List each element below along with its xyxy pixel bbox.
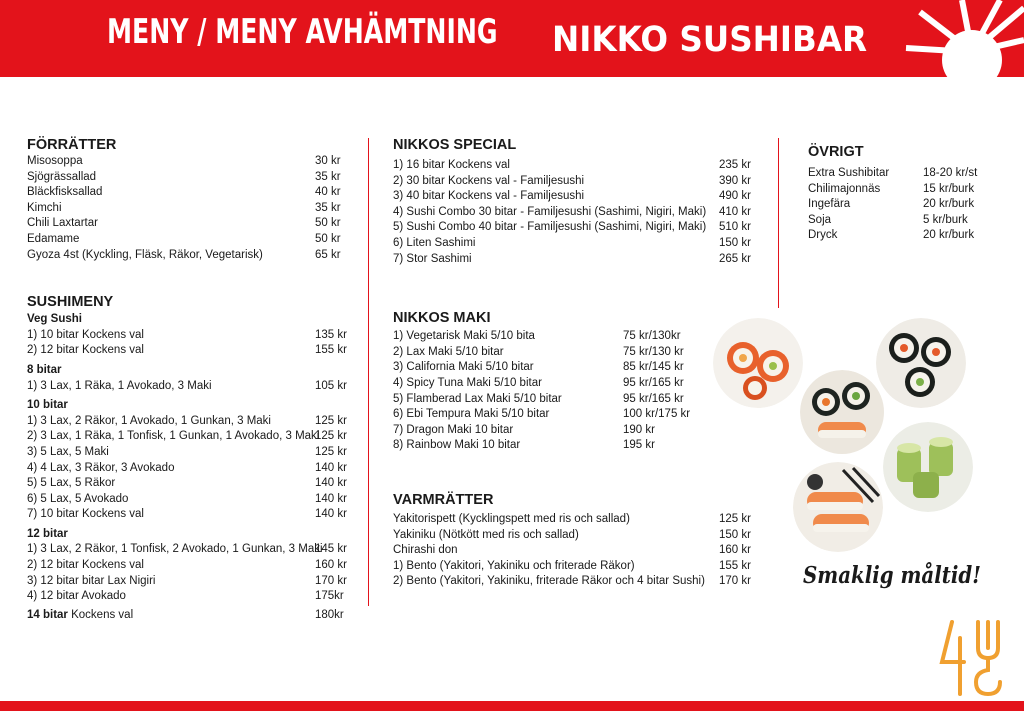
item-name: Misosoppa	[27, 155, 83, 167]
list-item	[393, 376, 753, 392]
list-item	[27, 185, 352, 201]
item-price: 105 kr	[315, 379, 347, 392]
item-name: Ingefära	[808, 198, 851, 211]
list-item	[393, 236, 753, 252]
item-name: 5) Flamberad Lax Maki 5/10 bitar	[393, 392, 562, 405]
item-name: Yakiniku (Nötkött med ris och sallad)	[393, 528, 579, 541]
item-price: 125 kr	[315, 445, 347, 458]
item-price: 195 kr	[623, 439, 655, 452]
item-price: 125 kr	[719, 512, 751, 525]
item-name: 7) Dragon Maki 10 bitar	[393, 423, 514, 436]
item-name: 8) Rainbow Maki 10 bitar	[393, 439, 521, 452]
item-name: 2) 3 Lax, 1 Räka, 1 Tonfisk, 1 Gunkan, 1 Avokado, 3 Maki	[27, 430, 320, 443]
item-price: 175kr	[315, 590, 344, 603]
item-name: Extra Sushibitar	[808, 167, 890, 179]
list-item	[393, 205, 753, 221]
sun-icon	[900, 0, 1024, 77]
item-name: 7) Stor Sashimi	[393, 252, 472, 265]
list-item	[393, 392, 753, 408]
sushimeny-list	[27, 312, 352, 605]
list-item	[393, 423, 753, 439]
item-name: 1) 16 bitar Kockens val	[393, 159, 510, 171]
item-price: 410 kr	[719, 205, 751, 218]
item-price: 100 kr/175 kr	[623, 408, 691, 421]
sushi-photo	[883, 422, 973, 512]
item-name: Soja	[808, 213, 832, 226]
list-item	[393, 360, 753, 376]
group-title: 8 bitar	[27, 363, 62, 376]
column-right	[808, 144, 1008, 244]
item-price: 75 kr/130 kr	[623, 345, 684, 358]
list-item	[393, 345, 753, 361]
item-price: 50 kr	[315, 217, 341, 230]
list-item	[808, 166, 1008, 182]
item-price: 20 kr/burk	[923, 229, 975, 242]
item-name: 4) 12 bitar Avokado	[27, 590, 126, 603]
list-item	[393, 189, 753, 205]
group-items	[27, 328, 352, 359]
ovrigt-heading: ÖVRIGT	[808, 144, 864, 160]
item-price: 65 kr	[315, 248, 341, 261]
item-name: 2) 12 bitar Kockens val	[27, 344, 144, 357]
group-items	[27, 414, 352, 523]
item-name: 1) Bento (Yakitori, Yakiniku och friterade Räkor)	[393, 559, 635, 572]
item-name-bold: 14 bitar	[27, 608, 68, 621]
list-item	[808, 228, 1008, 244]
item-name: 4) Spicy Tuna Maki 5/10 bitar	[393, 376, 542, 389]
item-name: Chilimajonnäs	[808, 182, 881, 195]
footer-bar	[0, 701, 1024, 711]
list-item	[27, 461, 352, 477]
item-price: 510 kr	[719, 221, 751, 234]
item-price: 390 kr	[719, 174, 751, 187]
item-price: 95 kr/165 kr	[623, 392, 684, 405]
list-item	[27, 589, 352, 605]
item-price: 125 kr	[315, 414, 347, 427]
list-item	[27, 429, 352, 445]
header-bar	[0, 0, 1024, 77]
item-name: 7) 10 bitar Kockens val	[27, 508, 144, 521]
page-title: MENY / MENY AVHÄMTNING	[107, 12, 498, 52]
item-price: 15 kr/burk	[923, 182, 975, 195]
item-name: Kimchi	[27, 201, 62, 214]
item-price: 150 kr	[719, 236, 751, 249]
forratter-list	[27, 154, 352, 263]
list-item	[393, 559, 753, 575]
item-price: 155 kr	[315, 344, 347, 357]
item-price: 95 kr/165 kr	[623, 376, 684, 389]
item-name: 4) 4 Lax, 3 Räkor, 3 Avokado	[27, 461, 175, 474]
item-price: 140 kr	[315, 508, 347, 521]
list-item	[808, 182, 1008, 198]
group-title: Veg Sushi	[27, 313, 82, 326]
item-name: 3) California Maki 5/10 bitar	[393, 361, 534, 374]
item-name: 4) Sushi Combo 30 bitar - Familjesushi (Sashimi, Nigiri, Maki)	[393, 205, 707, 218]
list-item	[27, 558, 352, 574]
item-price: 18-20 kr/st	[923, 167, 978, 179]
list-item	[393, 174, 753, 190]
item-price: 170 kr	[315, 574, 347, 587]
item-name: Sjögrässallad	[27, 170, 97, 183]
list-item	[808, 213, 1008, 229]
item-name: Dryck	[808, 229, 838, 242]
list-item	[27, 170, 352, 186]
item-price: 40 kr	[315, 186, 341, 199]
item-name: 6) Liten Sashimi	[393, 236, 476, 249]
item-price: 75 kr/130kr	[623, 330, 681, 343]
brand-name: NIKKO SUSHIBAR	[552, 20, 868, 60]
list-item	[27, 445, 352, 461]
item-name: 6) Ebi Tempura Maki 5/10 bitar	[393, 408, 550, 421]
column-middle	[393, 137, 753, 590]
item-price: 155 kr	[719, 559, 751, 572]
item-name: Edamame	[27, 232, 80, 245]
item-name: 2) Bento (Yakitori, Yakiniku, friterade Räkor och 4 bitar Sushi)	[393, 575, 705, 588]
tagline: Smaklig måltid!	[803, 562, 981, 589]
item-name: Chili Laxtartar	[27, 217, 98, 230]
sushi-photo	[713, 318, 803, 408]
list-item	[27, 232, 352, 248]
varmratter-list	[393, 512, 753, 590]
item-name: 1) Vegetarisk Maki 5/10 bita	[393, 330, 535, 343]
list-item	[393, 329, 753, 345]
item-name: 1) 3 Lax, 2 Räkor, 1 Tonfisk, 2 Avokado, 1 Gunkan, 3 Maki	[27, 543, 323, 556]
group-items	[27, 379, 352, 395]
item-price: 5 kr/burk	[923, 213, 968, 226]
list-item	[393, 574, 753, 590]
list-item	[27, 343, 352, 359]
maki-list	[393, 329, 753, 454]
list-item	[27, 542, 352, 558]
item-name: 5) Sushi Combo 40 bitar - Familjesushi (Sashimi, Nigiri, Maki)	[393, 221, 707, 234]
item-name: Gyoza 4st (Kyckling, Fläsk, Räkor, Vegetarisk)	[27, 248, 263, 261]
item-price: 265 kr	[719, 252, 751, 265]
sushi-photo	[800, 370, 885, 455]
item-price: 125 kr	[315, 430, 347, 443]
list-item	[393, 158, 753, 174]
special-heading: NIKKOS SPECIAL	[393, 137, 517, 153]
forratter-heading: FÖRRÄTTER	[27, 137, 117, 153]
list-item	[27, 379, 352, 395]
special-list	[393, 158, 753, 267]
item-name: 1) 10 bitar Kockens val	[27, 328, 144, 341]
item-name: Bläckfisksallad	[27, 186, 103, 199]
item-name: Yakitorispett (Kycklingspett med ris och sallad)	[393, 512, 630, 525]
item-price: 50 kr	[315, 232, 341, 245]
item-price: 170 kr	[719, 575, 751, 588]
varmratter-heading: VARMRÄTTER	[393, 491, 494, 508]
list-item	[393, 407, 753, 423]
item-name: 1) 3 Lax, 2 Räkor, 1 Avokado, 1 Gunkan, 3 Maki	[27, 414, 271, 427]
item-price: 135 kr	[315, 328, 347, 341]
item-name: Kockens val	[67, 608, 134, 621]
item-price: 20 kr/burk	[923, 198, 975, 211]
list-item	[27, 328, 352, 344]
fork-logo-icon	[938, 618, 1008, 698]
list-item	[27, 507, 352, 523]
item-price: 150 kr	[719, 528, 751, 541]
item-name: 5) 5 Lax, 5 Räkor	[27, 477, 116, 490]
sushi-photo	[876, 318, 966, 408]
list-item	[27, 476, 352, 492]
list-item	[808, 197, 1008, 213]
list-item	[393, 438, 753, 454]
item-price: 180kr	[315, 608, 344, 621]
item-price: 235 kr	[719, 159, 751, 171]
divider-right	[778, 138, 779, 308]
list-item	[393, 252, 753, 268]
item-price: 160 kr	[315, 559, 347, 572]
list-item	[27, 248, 352, 264]
list-item	[393, 543, 753, 559]
item-name: 6) 5 Lax, 5 Avokado	[27, 492, 129, 505]
item-name: 3) 12 bitar bitar Lax Nigiri	[27, 574, 156, 587]
item-name: 2) 30 bitar Kockens val - Familjesushi	[393, 174, 585, 187]
list-item	[393, 528, 753, 544]
item-price: 85 kr/145 kr	[623, 361, 684, 374]
item-price: 490 kr	[719, 190, 751, 203]
item-price: 140 kr	[315, 477, 347, 490]
list-item	[393, 220, 753, 236]
item-name: 3) 5 Lax, 5 Maki	[27, 445, 109, 458]
item-name: 1) 3 Lax, 1 Räka, 1 Avokado, 3 Maki	[27, 379, 212, 392]
item-price: 145 kr	[315, 543, 347, 556]
item-name: 2) Lax Maki 5/10 bitar	[393, 345, 504, 358]
item-name: 3) 40 bitar Kockens val - Familjesushi	[393, 190, 585, 203]
list-item	[393, 512, 753, 528]
list-item	[27, 414, 352, 430]
group-items	[27, 542, 352, 604]
list-item	[27, 201, 352, 217]
list-item	[27, 608, 352, 624]
list-item	[27, 492, 352, 508]
item-name: Chirashi don	[393, 544, 458, 557]
group-title: 10 bitar	[27, 399, 68, 412]
item-price: 35 kr	[315, 201, 341, 214]
item-price: 30 kr	[315, 155, 341, 167]
item-name: 2) 12 bitar Kockens val	[27, 559, 144, 572]
item-price: 160 kr	[719, 544, 751, 557]
ovrigt-list	[808, 166, 1008, 244]
sushimeny-heading: SUSHIMENY	[27, 294, 114, 311]
item-price: 140 kr	[315, 461, 347, 474]
maki-heading: NIKKOS MAKI	[393, 310, 491, 327]
group-title: 12 bitar	[27, 527, 68, 540]
list-item	[27, 216, 352, 232]
column-left	[27, 137, 352, 623]
sushi-photo	[793, 462, 883, 552]
item-price: 190 kr	[623, 423, 655, 436]
item-price: 140 kr	[315, 492, 347, 505]
divider-left	[368, 138, 369, 606]
list-item	[27, 574, 352, 590]
item-price: 35 kr	[315, 170, 341, 183]
list-item	[27, 154, 352, 170]
